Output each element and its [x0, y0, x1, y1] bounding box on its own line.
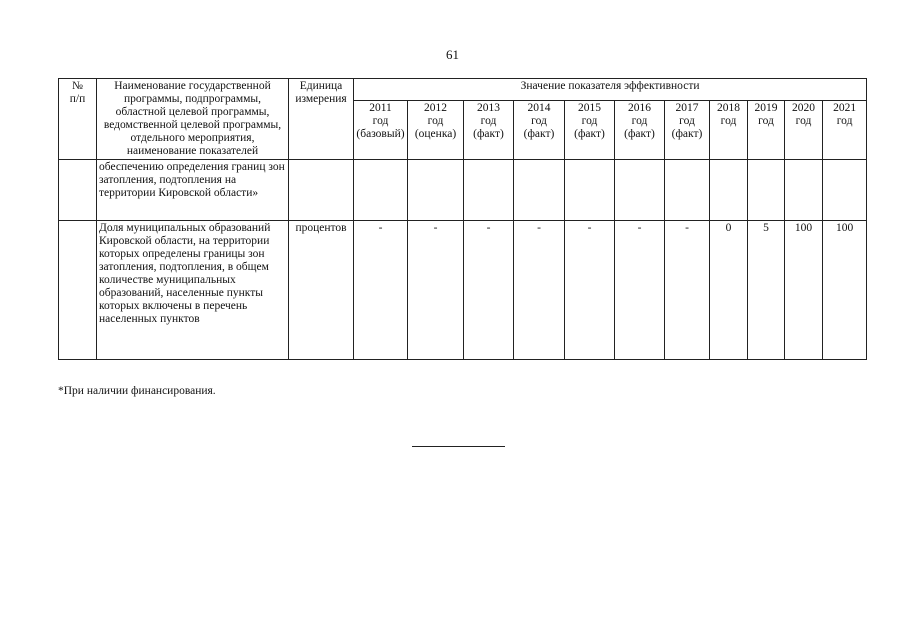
header-year-2011: 2011 год (базовый) — [354, 101, 408, 160]
row-name: обеспечению определения границ зон затопления, подтопления на территории Кировской области» — [97, 160, 289, 221]
row-value: - — [514, 221, 565, 360]
row-value: 5 — [748, 221, 785, 360]
row-name: Доля муниципальных образований Кировской области, на территории которых определены границы зон затопления, подтопления, в общем количестве муниципальных образований, населенные пункты которых включены в перечень населенных пунктов — [97, 221, 289, 360]
table-row — [59, 160, 867, 221]
row-num — [59, 221, 97, 360]
row-value: 100 — [785, 221, 823, 360]
table-row — [59, 221, 867, 360]
row-unit: процентов — [289, 221, 354, 360]
row-value — [464, 160, 514, 221]
row-value: - — [615, 221, 665, 360]
page-number: 61 — [446, 47, 459, 62]
efficiency-indicators-table — [58, 78, 867, 360]
row-value — [823, 160, 867, 221]
header-year-2013: 2013 год (факт) — [464, 101, 514, 160]
header-year-2019: 2019 год — [748, 101, 785, 160]
row-value — [665, 160, 710, 221]
row-value — [785, 160, 823, 221]
row-unit — [289, 160, 354, 221]
row-value: 0 — [710, 221, 748, 360]
row-value — [514, 160, 565, 221]
row-value — [748, 160, 785, 221]
header-num: № п/п — [59, 79, 97, 160]
header-year-2016: 2016 год (факт) — [615, 101, 665, 160]
header-year-2017: 2017 год (факт) — [665, 101, 710, 160]
row-value: - — [464, 221, 514, 360]
row-num — [59, 160, 97, 221]
row-value — [354, 160, 408, 221]
row-value: - — [408, 221, 464, 360]
header-year-2021: 2021 год — [823, 101, 867, 160]
header-name: Наименование государственной программы, подпрограммы, областной целевой программы, ведомственной целевой программы, отдельного мероприятия, наименование показателей — [97, 79, 289, 160]
row-value: - — [565, 221, 615, 360]
row-value: - — [665, 221, 710, 360]
header-year-2020: 2020 год — [785, 101, 823, 160]
row-value — [565, 160, 615, 221]
header-row-group — [59, 79, 867, 101]
header-year-2015: 2015 год (факт) — [565, 101, 615, 160]
header-year-2018: 2018 год — [710, 101, 748, 160]
row-value — [615, 160, 665, 221]
row-value: - — [354, 221, 408, 360]
row-value — [408, 160, 464, 221]
row-value — [710, 160, 748, 221]
header-year-2014: 2014 год (факт) — [514, 101, 565, 160]
header-values-group: Значение показателя эффективности — [354, 79, 867, 101]
end-divider — [412, 446, 505, 447]
header-year-2012: 2012 год (оценка) — [408, 101, 464, 160]
header-unit: Единица измерения — [289, 79, 354, 160]
footnote: *При наличии финансирования. — [58, 385, 216, 397]
row-value: 100 — [823, 221, 867, 360]
